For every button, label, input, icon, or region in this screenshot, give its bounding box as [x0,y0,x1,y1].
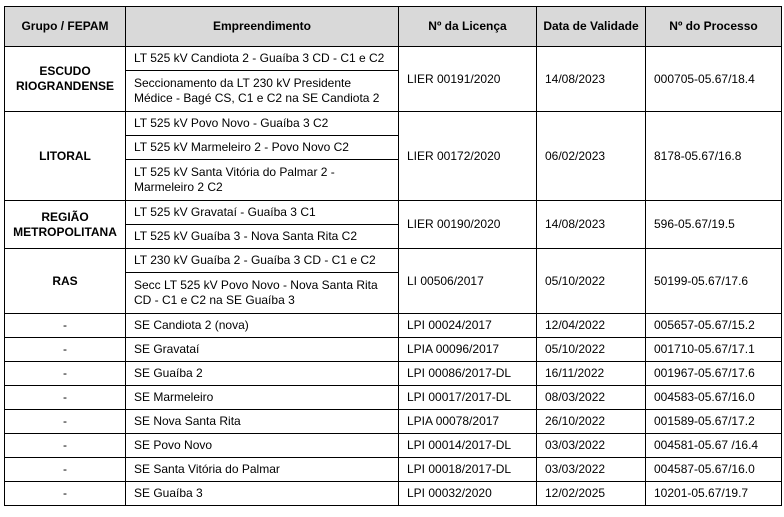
empreendimento-cell: Seccionamento da LT 230 kV Presidente Médice - Bagé CS, C1 e C2 na SE Candiota 2 [126,71,399,112]
header-empreendimento: Empreendimento [126,7,399,47]
licenca-cell: LPI 00017/2017-DL [399,386,537,410]
table-row [5,482,782,506]
processo-cell: 004581-05.67 /16.4 [646,434,782,458]
licenca-cell: LI 00506/2017 [399,249,537,314]
empreendimento-cell: LT 525 kV Marmeleiro 2 - Povo Novo C2 [126,136,399,160]
group-name: - [5,434,126,458]
empreendimento-cell: SE Marmeleiro [126,386,399,410]
licenca-cell: LPIA 00078/2017 [399,410,537,434]
processo-cell: 000705-05.67/18.4 [646,47,782,112]
licenca-cell: LPI 00086/2017-DL [399,362,537,386]
group-name: - [5,482,126,506]
group-name: - [5,410,126,434]
empreendimento-cell: SE Guaíba 2 [126,362,399,386]
validade-cell: 14/08/2023 [537,47,646,112]
group-name: - [5,458,126,482]
empreendimento-cell: SE Guaíba 3 [126,482,399,506]
empreendimento-cell: LT 525 kV Candiota 2 - Guaíba 3 CD - C1 e C2 [126,47,399,71]
validade-cell: 26/10/2022 [537,410,646,434]
table-row [5,338,782,362]
group-name: LITORAL [5,112,126,201]
table-row [5,201,782,225]
table-row [5,410,782,434]
empreendimento-cell: LT 525 kV Gravataí - Guaíba 3 C1 [126,201,399,225]
group-name: - [5,338,126,362]
group-name: - [5,314,126,338]
licenca-cell: LPI 00014/2017-DL [399,434,537,458]
header-row [5,7,782,47]
validade-cell: 05/10/2022 [537,249,646,314]
processo-cell: 005657-05.67/15.2 [646,314,782,338]
empreendimento-cell: SE Nova Santa Rita [126,410,399,434]
group-name: - [5,386,126,410]
table-row [5,458,782,482]
licenca-cell: LPI 00018/2017-DL [399,458,537,482]
table-row [5,314,782,338]
empreendimento-cell: SE Gravataí [126,338,399,362]
header-validade: Data de Validade [537,7,646,47]
header-processo: Nº do Processo [646,7,782,47]
table-row [5,249,782,273]
validade-cell: 03/03/2022 [537,458,646,482]
processo-cell: 001967-05.67/17.6 [646,362,782,386]
validade-cell: 08/03/2022 [537,386,646,410]
table-row [5,386,782,410]
processo-cell: 004583-05.67/16.0 [646,386,782,410]
empreendimento-cell: LT 525 kV Guaíba 3 - Nova Santa Rita C2 [126,225,399,249]
validade-cell: 12/02/2025 [537,482,646,506]
empreendimento-cell: SE Candiota 2 (nova) [126,314,399,338]
processo-cell: 10201-05.67/19.7 [646,482,782,506]
processo-cell: 50199-05.67/17.6 [646,249,782,314]
processo-cell: 8178-05.67/16.8 [646,112,782,201]
validade-cell: 06/02/2023 [537,112,646,201]
group-name: RAS [5,249,126,314]
group-name: REGIÃO METROPOLITANA [5,201,126,249]
header-grupo: Grupo / FEPAM [5,7,126,47]
empreendimento-cell: LT 230 kV Guaíba 2 - Guaíba 3 CD - C1 e C2 [126,249,399,273]
empreendimento-cell: Secc LT 525 kV Povo Novo - Nova Santa Rita CD - C1 e C2 na SE Guaíba 3 [126,273,399,314]
empreendimento-cell: SE Povo Novo [126,434,399,458]
group-name: - [5,362,126,386]
validade-cell: 16/11/2022 [537,362,646,386]
table-row [5,434,782,458]
licenca-cell: LIER 00172/2020 [399,112,537,201]
licenca-cell: LPI 00032/2020 [399,482,537,506]
validade-cell: 05/10/2022 [537,338,646,362]
table-row [5,362,782,386]
empreendimento-cell: SE Santa Vitória do Palmar [126,458,399,482]
licenca-cell: LIER 00191/2020 [399,47,537,112]
header-licenca: Nº da Licença [399,7,537,47]
empreendimento-cell: LT 525 kV Santa Vitória do Palmar 2 - Marmeleiro 2 C2 [126,160,399,201]
licenca-cell: LIER 00190/2020 [399,201,537,249]
licenca-cell: LPI 00024/2017 [399,314,537,338]
processo-cell: 001710-05.67/17.1 [646,338,782,362]
validade-cell: 03/03/2022 [537,434,646,458]
licenca-cell: LPIA 00096/2017 [399,338,537,362]
processo-cell: 596-05.67/19.5 [646,201,782,249]
table-row [5,47,782,71]
processo-cell: 001589-05.67/17.2 [646,410,782,434]
group-name: ESCUDO RIOGRANDENSE [5,47,126,112]
empreendimento-cell: LT 525 kV Povo Novo - Guaíba 3 C2 [126,112,399,136]
table-row [5,112,782,136]
validade-cell: 14/08/2023 [537,201,646,249]
processo-cell: 004587-05.67/16.0 [646,458,782,482]
validade-cell: 12/04/2022 [537,314,646,338]
licenses-table [4,6,782,506]
